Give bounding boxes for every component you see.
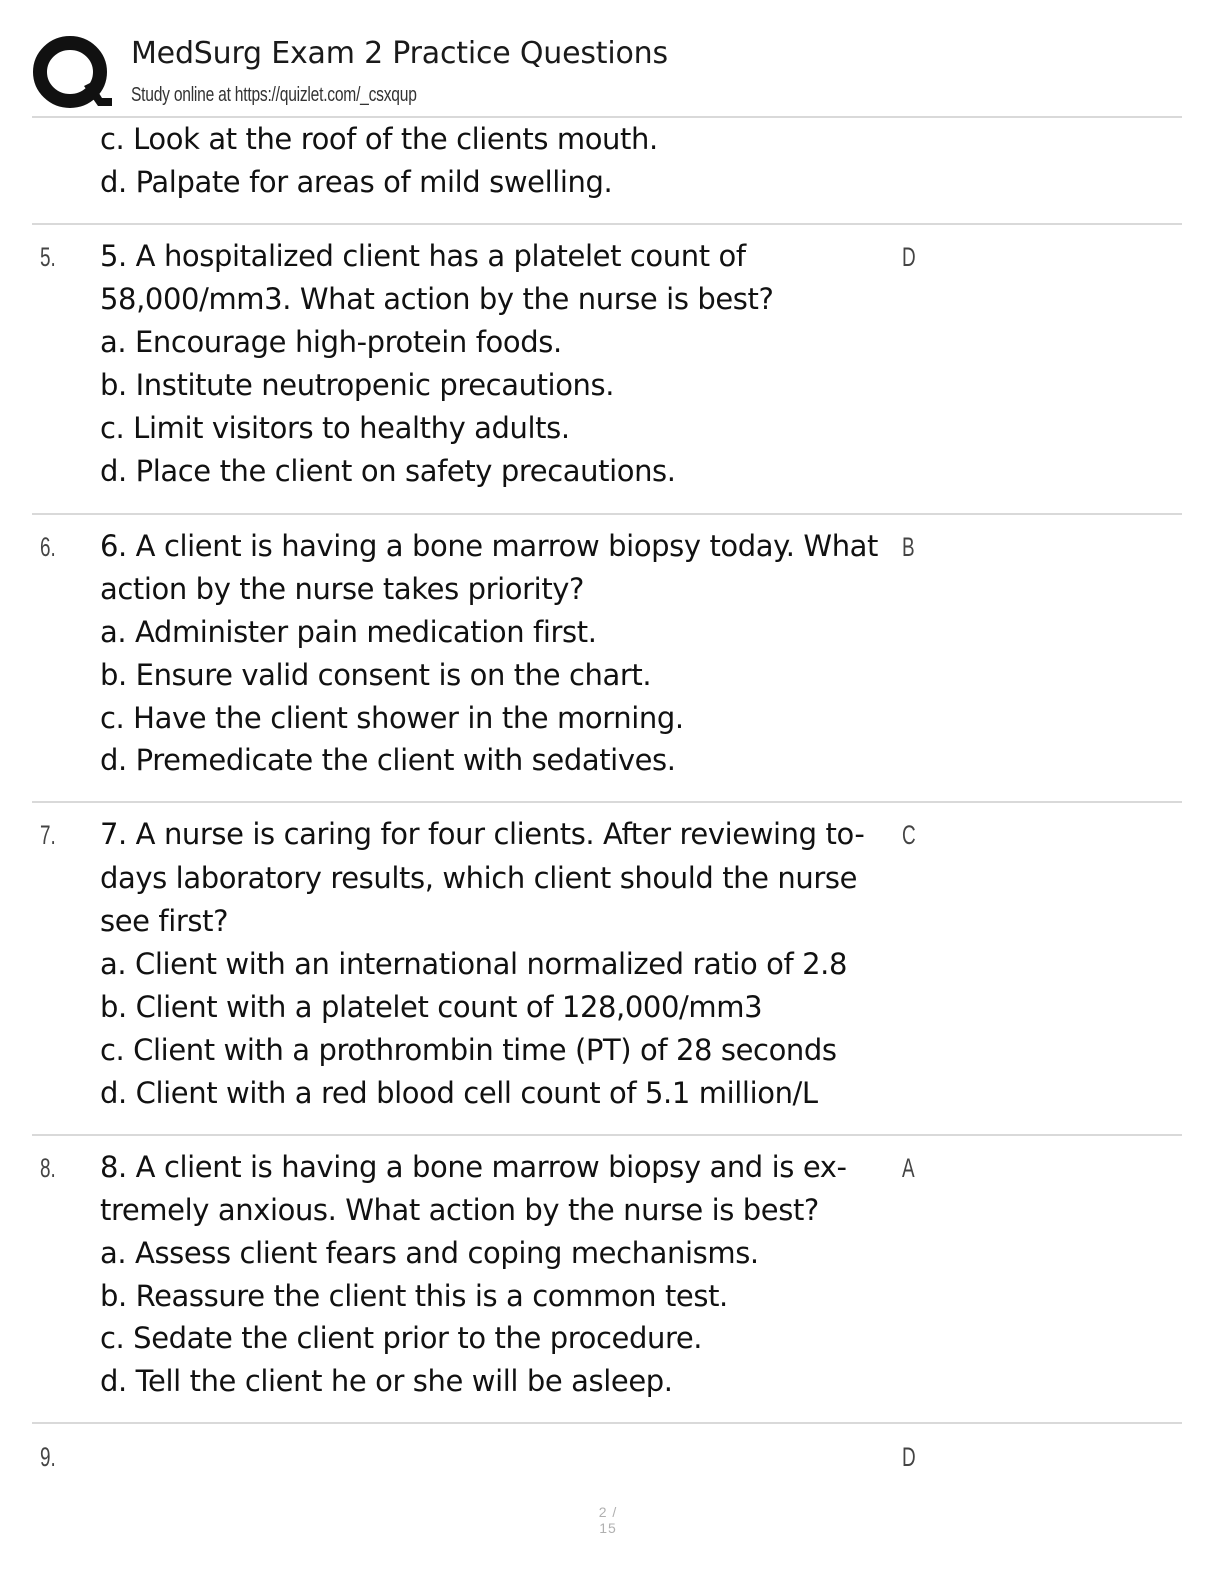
answer-key: B [902, 532, 915, 562]
answer-key: D [902, 1442, 916, 1472]
question-text: action by the nurse takes priority? [100, 572, 585, 606]
option-a: a. Encourage high-protein foods. [100, 325, 562, 359]
question-text: 7. A nurse is caring for four clients. After reviewing to- [100, 817, 865, 851]
row-divider [32, 513, 1182, 515]
answer-key: A [902, 1153, 915, 1183]
page-title: MedSurg Exam 2 Practice Questions [131, 36, 668, 71]
option-d: d. Tell the client he or she will be asleep. [100, 1364, 673, 1398]
option-c: c. Limit visitors to healthy adults. [100, 411, 570, 445]
question-text: 8. A client is having a bone marrow biopsy and is ex- [100, 1150, 847, 1184]
question-text: see first? [100, 904, 229, 938]
question-text: 58,000/mm3. What action by the nurse is best? [100, 282, 774, 316]
option-line: c. Look at the roof of the clients mouth. [100, 122, 658, 156]
page-number: 2 / 15 [598, 1504, 618, 1536]
question-text: 6. A client is having a bone marrow biopsy today. What [100, 529, 879, 563]
answer-key: C [902, 820, 916, 850]
header-divider [32, 116, 1182, 118]
question-number: 8. [40, 1153, 56, 1183]
option-b: b. Institute neutropenic precautions. [100, 368, 615, 402]
option-a: a. Administer pain medication first. [100, 615, 597, 649]
study-online-link[interactable]: Study online at https://quizlet.com/_csxqup [131, 84, 417, 106]
question-number: 5. [40, 242, 56, 272]
answer-key: D [902, 242, 916, 272]
option-b: b. Ensure valid consent is on the chart. [100, 658, 652, 692]
question-text: 5. A hospitalized client has a platelet count of [100, 239, 746, 273]
option-b: b. Reassure the client this is a common test. [100, 1279, 728, 1313]
row-divider [32, 1422, 1182, 1424]
question-number: 7. [40, 820, 56, 850]
question-text: tremely anxious. What action by the nurse is best? [100, 1193, 819, 1227]
option-d: d. Place the client on safety precautions. [100, 454, 676, 488]
quizlet-q-logo-icon [32, 36, 112, 110]
option-d: d. Premedicate the client with sedatives. [100, 743, 676, 777]
row-divider [32, 223, 1182, 225]
option-d: d. Client with a red blood cell count of 5.1 million/L [100, 1076, 818, 1110]
row-divider [32, 801, 1182, 803]
question-number: 6. [40, 532, 56, 562]
page-header [0, 0, 1224, 118]
option-a: a. Assess client fears and coping mechanisms. [100, 1236, 759, 1270]
option-line: d. Palpate for areas of mild swelling. [100, 165, 613, 199]
option-c: c. Client with a prothrombin time (PT) of 28 seconds [100, 1033, 837, 1067]
option-c: c. Have the client shower in the morning. [100, 701, 684, 735]
question-number: 9. [40, 1442, 56, 1472]
row-divider [32, 1134, 1182, 1136]
option-a: a. Client with an international normalized ratio of 2.8 [100, 947, 848, 981]
option-b: b. Client with a platelet count of 128,000/mm3 [100, 990, 763, 1024]
option-c: c. Sedate the client prior to the procedure. [100, 1321, 703, 1355]
question-text: days laboratory results, which client should the nurse [100, 861, 858, 895]
